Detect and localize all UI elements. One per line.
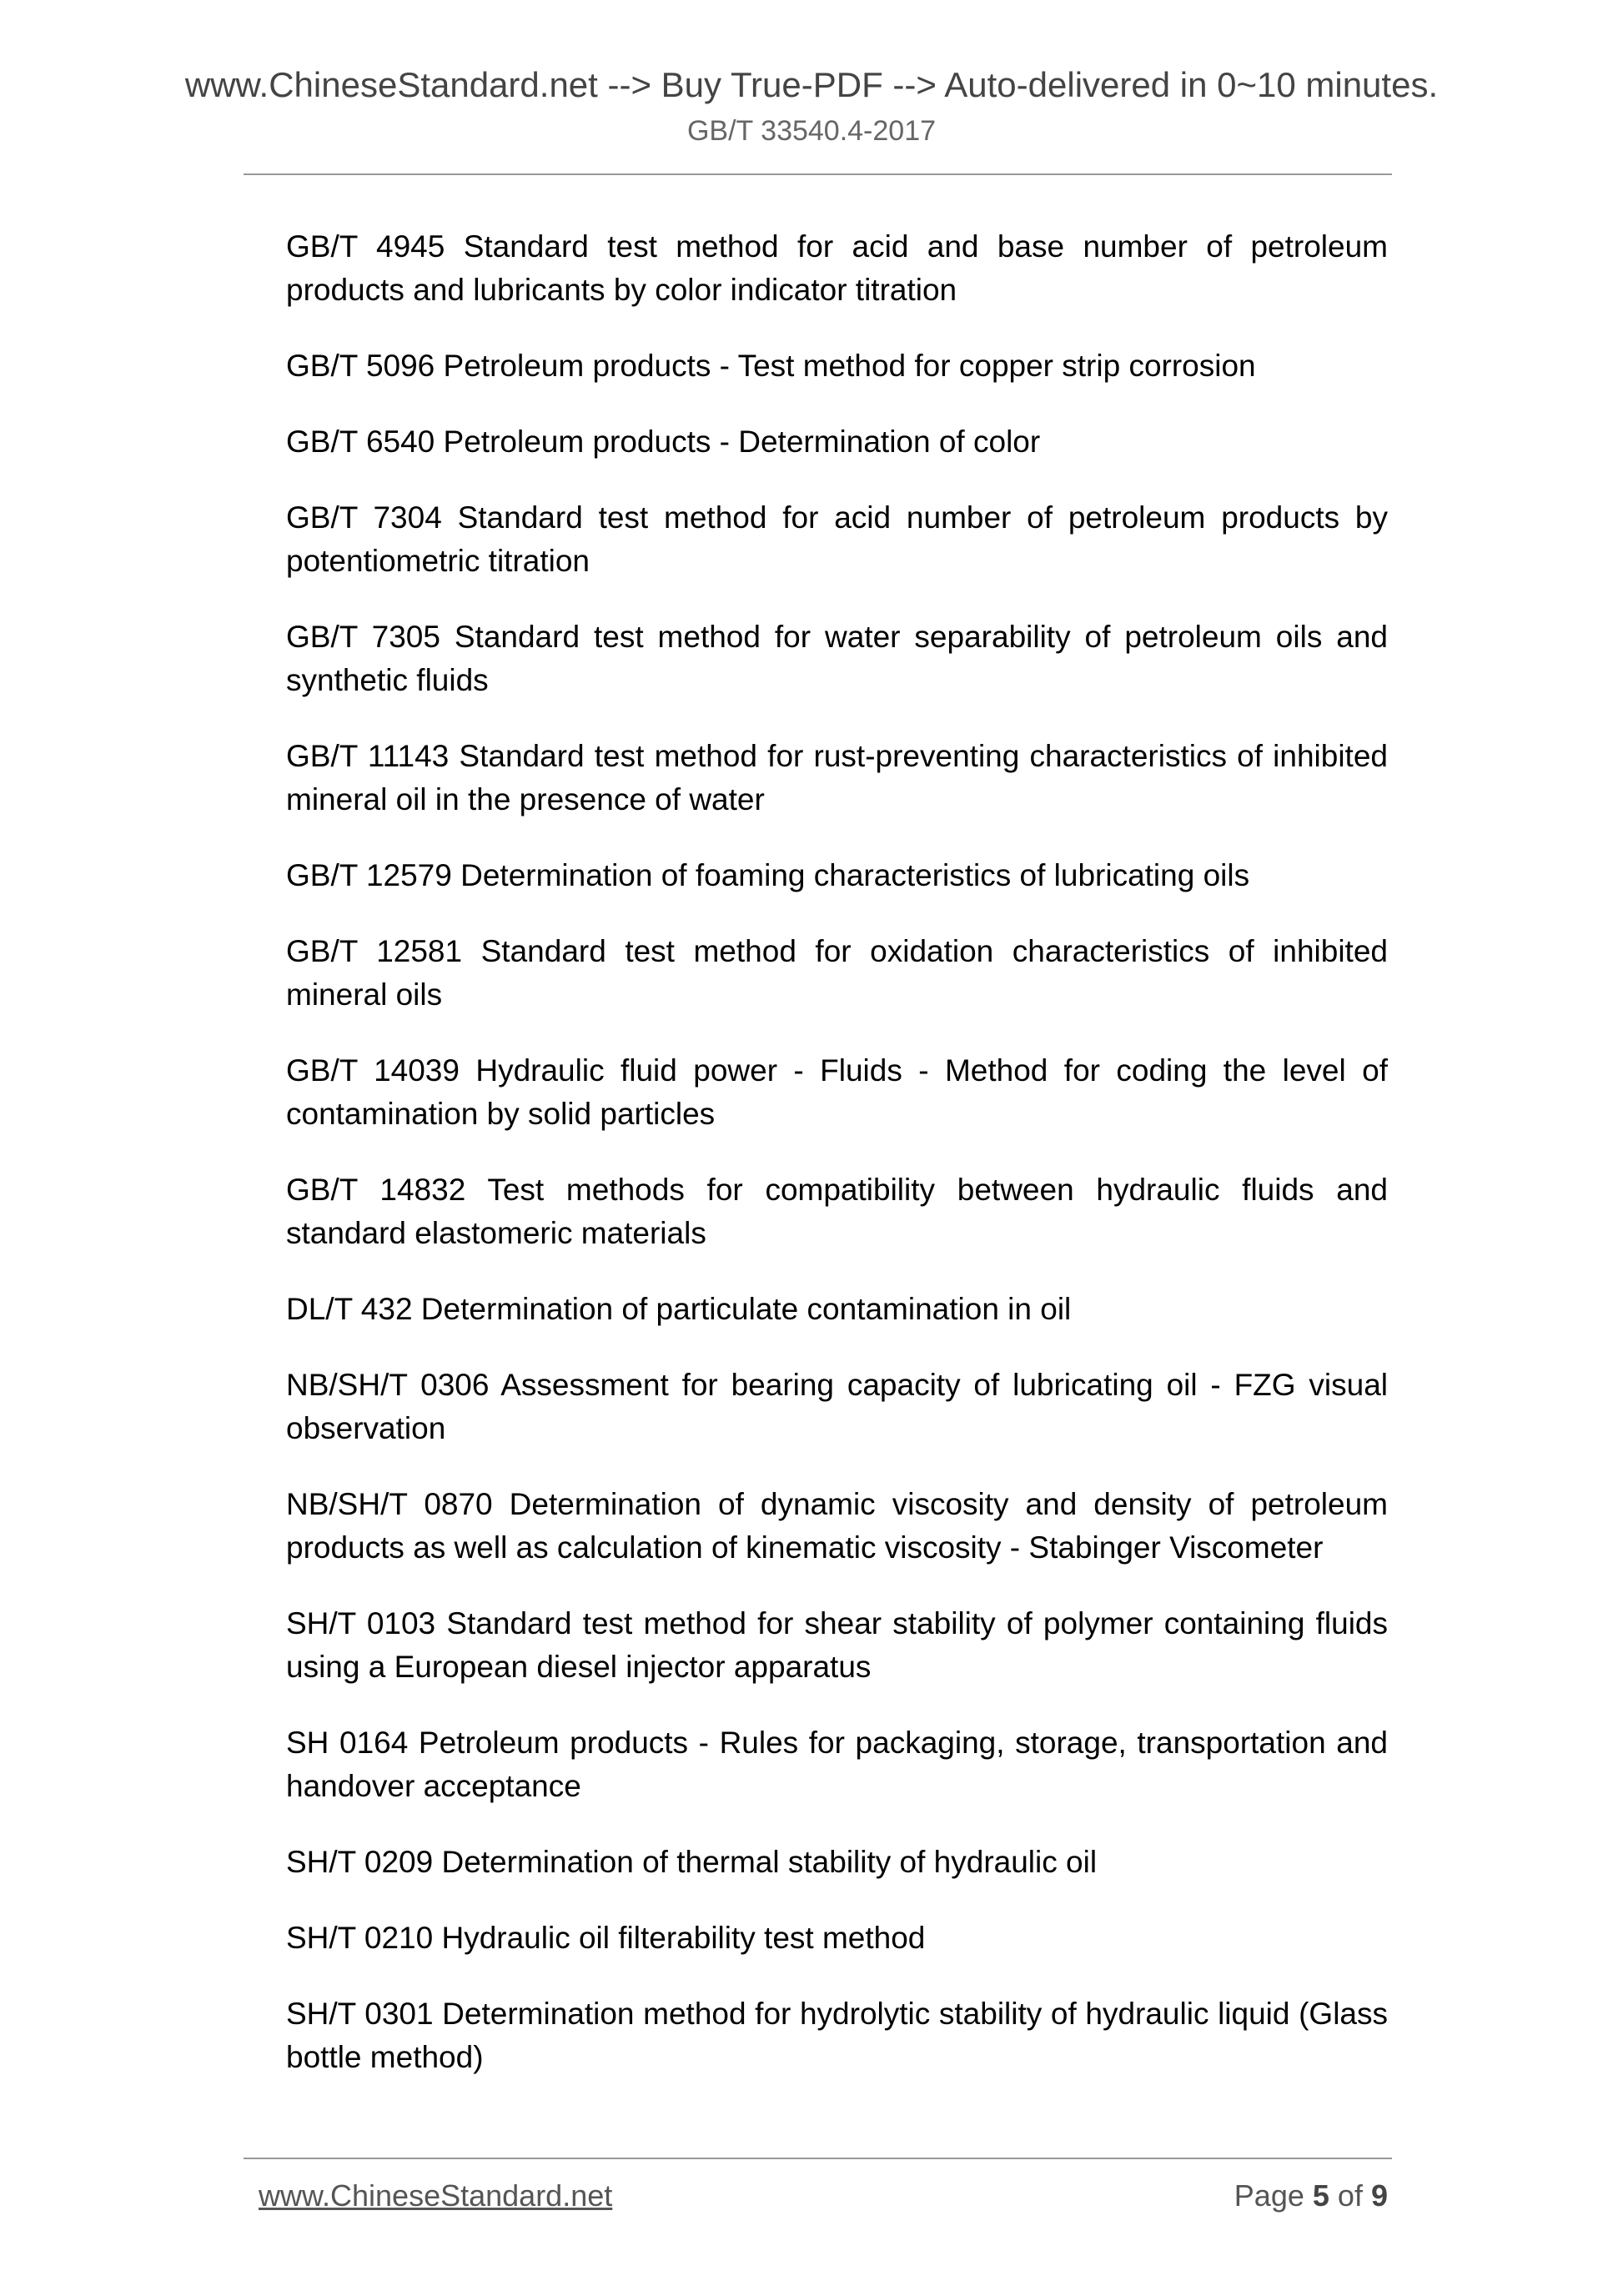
reference-entry: GB/T 5096 Petroleum products - Test method for copper strip corrosion <box>286 349 1256 383</box>
footer-website-link[interactable]: www.ChineseStandard.net <box>259 2178 613 2213</box>
reference-entry: GB/T 12581 Standard test method for oxidation characteristics of inhibited mineral oils <box>286 934 1388 1012</box>
page-sep: of <box>1337 2178 1363 2213</box>
reference-entry: SH/T 0210 Hydraulic oil filterability test method <box>286 1921 926 1955</box>
reference-entry: GB/T 12579 Determination of foaming characteristics of lubricating oils <box>286 858 1250 892</box>
reference-entry: GB/T 6540 Petroleum products - Determination of color <box>286 425 1041 459</box>
standard-id: GB/T 33540.4-2017 <box>686 115 937 147</box>
header-divider <box>244 173 1392 175</box>
reference-entry: GB/T 7305 Standard test method for water separability of petroleum oils and synthetic fluids <box>286 620 1388 697</box>
reference-entry: SH/T 0209 Determination of thermal stability of hydraulic oil <box>286 1845 1098 1879</box>
header-banner: www.ChineseStandard.net --> Buy True-PDF --> Auto-delivered in 0~10 minutes. <box>184 65 1439 104</box>
page-prefix: Page <box>1234 2178 1304 2213</box>
reference-entry: NB/SH/T 0306 Assessment for bearing capacity of lubricating oil - FZG visual observation <box>286 1368 1388 1445</box>
reference-entry: SH 0164 Petroleum products - Rules for packaging, storage, transportation and handover acceptance <box>286 1726 1388 1803</box>
reference-entry: GB/T 14039 Hydraulic fluid power - Fluids - Method for coding the level of contamination by solid particles <box>286 1053 1388 1131</box>
reference-entry: GB/T 4945 Standard test method for acid and base number of petroleum products and lubricants by color indicator titration <box>286 229 1388 307</box>
reference-list <box>286 225 1388 2112</box>
reference-entry: GB/T 11143 Standard test method for rust-preventing characteristics of inhibited mineral oil in the presence of water <box>286 739 1388 816</box>
reference-entry: GB/T 7304 Standard test method for acid number of petroleum products by potentiometric titration <box>286 500 1388 578</box>
footer-divider <box>244 2158 1392 2159</box>
reference-entry: SH/T 0103 Standard test method for shear stability of polymer containing fluids using a European diesel injector apparatus <box>286 1606 1388 1684</box>
reference-entry: GB/T 14832 Test methods for compatibility between hydraulic fluids and standard elastomeric materials <box>286 1173 1388 1250</box>
reference-entry: DL/T 432 Determination of particulate contamination in oil <box>286 1292 1072 1326</box>
reference-entry: SH/T 0301 Determination method for hydrolytic stability of hydraulic liquid (Glass bottle method) <box>286 1997 1388 2074</box>
reference-entry: NB/SH/T 0870 Determination of dynamic viscosity and density of petroleum products as well as calculation of kinematic viscosity - Stabinger Viscometer <box>286 1487 1388 1565</box>
page-total: 9 <box>1370 2178 1388 2213</box>
page-indicator <box>1234 2178 1388 2213</box>
page-current: 5 <box>1312 2178 1329 2213</box>
